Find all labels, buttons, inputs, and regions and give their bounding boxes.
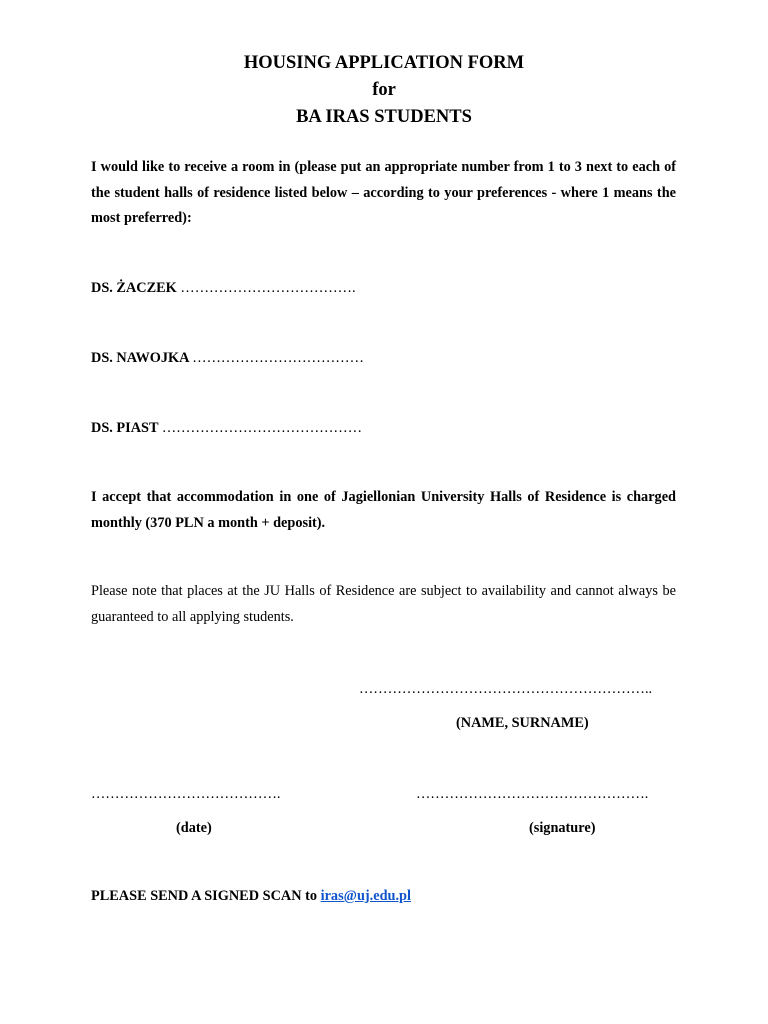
hall-preference-field-zaczek[interactable]: ………………………………. (180, 280, 356, 296)
form-title-for: for (372, 80, 396, 100)
send-instruction (91, 887, 411, 905)
form-subtitle: BA IRAS STUDENTS (296, 107, 472, 127)
hall-row-nawojka[interactable] (91, 349, 364, 367)
hall-row-piast[interactable] (91, 419, 362, 437)
name-surname-field[interactable]: …………………………………………………….. (359, 681, 653, 697)
hall-label-nawojka: DS. NAWOJKA (91, 350, 189, 366)
intro-paragraph: I would like to receive a room in (please put an appropriate number from 1 to 3 next to each of the student halls of residence listed below – according to your preferences - where 1 means the most preferred): (91, 159, 676, 226)
hall-preference-field-piast[interactable]: …………………………………… (161, 420, 363, 436)
hall-label-piast: DS. PIAST (91, 420, 159, 436)
signature-field[interactable]: …………………………………………. (416, 786, 649, 802)
date-caption: (date) (176, 820, 212, 836)
accept-paragraph: I accept that accommodation in one of Jagiellonian University Halls of Residence is charged monthly (370 PLN a month + deposit). (91, 489, 676, 531)
form-title: HOUSING APPLICATION FORM (243, 53, 525, 73)
name-surname-caption: (NAME, SURNAME) (456, 715, 589, 731)
hall-preference-field-nawojka[interactable]: ……………………………… (192, 350, 364, 366)
note-paragraph: Please note that places at the JU Halls of Residence are subject to availability and cannot always be guaranteed to all applying students. (91, 583, 676, 625)
email-link[interactable]: iras@uj.edu.pl (320, 888, 411, 904)
send-instruction-text: PLEASE SEND A SIGNED SCAN to (91, 888, 321, 904)
date-field[interactable]: …………………………………. (91, 786, 281, 802)
hall-row-zaczek[interactable] (91, 279, 356, 297)
signature-caption: (signature) (529, 820, 596, 836)
hall-label-zaczek: DS. ŻACZEK (91, 280, 177, 296)
